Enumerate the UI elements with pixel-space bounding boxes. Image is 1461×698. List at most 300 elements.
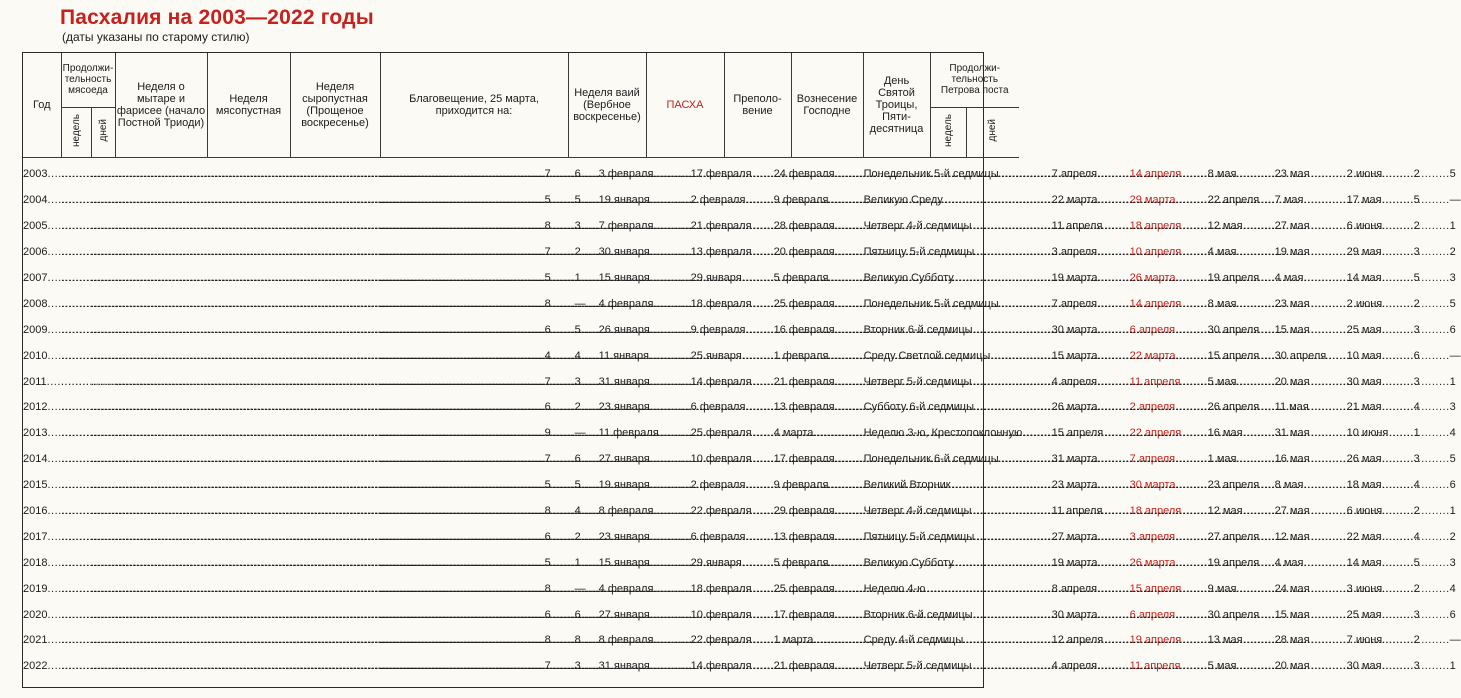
cell-palm: ..... 3 апреля	[568, 239, 646, 265]
cell-peter-weeks: ..... 3	[930, 602, 966, 628]
cell-peter-days: ..... 5	[966, 446, 1019, 472]
cell-year: 2011 .....	[23, 369, 61, 395]
cell-year: 2022 .....	[23, 653, 61, 679]
cell-meatfare: ..... 22 февраля	[207, 628, 290, 654]
cell-publican: ..... 27 января	[115, 446, 207, 472]
cell-publican: ..... 19 января	[115, 187, 207, 213]
cell-annunciation: ..... Четверг 4-й седмицы	[380, 213, 568, 239]
cell-meatfare: ..... 6 февраля	[207, 524, 290, 550]
cell-pascha: ..... 3 апреля	[646, 524, 724, 550]
cell-cheesefare: ..... 16 февраля	[290, 317, 380, 343]
cell-meat-days: ..... —	[91, 420, 115, 446]
table-row	[23, 524, 1019, 550]
cell-year: 2013 .....	[23, 420, 61, 446]
cell-peter-days: ..... 1	[966, 369, 1019, 395]
cell-meatfare: ..... 18 февраля	[207, 576, 290, 602]
cell-trinity: ..... 22 мая	[863, 524, 930, 550]
cell-meatfare: ..... 2 февраля	[207, 472, 290, 498]
cell-meat-days: ..... 2	[91, 395, 115, 421]
cell-publican: ..... 31 января	[115, 653, 207, 679]
table-row	[23, 291, 1019, 317]
table-row	[23, 343, 1019, 369]
cell-pascha: ..... 11 апреля	[646, 369, 724, 395]
cell-midfeast: ..... 30 апреля	[724, 317, 791, 343]
cell-ascension: ..... 31 мая	[791, 420, 863, 446]
cell-publican: ..... 7 февраля	[115, 213, 207, 239]
cell-trinity: ..... 25 мая	[863, 317, 930, 343]
cell-trinity: ..... 2 июня	[863, 291, 930, 317]
cell-meat-weeks: ..... 6	[61, 602, 91, 628]
cell-pascha: ..... 29 марта	[646, 187, 724, 213]
cell-palm: ..... 31 марта	[568, 446, 646, 472]
cell-meatfare: ..... 21 февраля	[207, 213, 290, 239]
cell-year: 2021 .....	[23, 628, 61, 654]
cell-annunciation: ..... Неделю 3-ю, Крестопоклонную	[380, 420, 568, 446]
cell-cheesefare: ..... 28 февраля	[290, 213, 380, 239]
cell-meat-weeks: ..... 5	[61, 187, 91, 213]
cell-midfeast: ..... 12 мая	[724, 213, 791, 239]
table-row	[23, 317, 1019, 343]
cell-ascension: ..... 4 мая	[791, 265, 863, 291]
cell-trinity: ..... 2 июня	[863, 157, 930, 187]
cell-peter-days: ..... —	[966, 628, 1019, 654]
cell-pascha: ..... 26 марта	[646, 265, 724, 291]
cell-midfeast: ..... 9 мая	[724, 576, 791, 602]
table-row	[23, 602, 1019, 628]
header-weeks: недель	[61, 107, 91, 157]
cell-midfeast: ..... 5 мая	[724, 369, 791, 395]
header-pascha: ПАСХА	[646, 53, 724, 157]
cell-year: 2018 .....	[23, 550, 61, 576]
cell-pascha: ..... 26 марта	[646, 550, 724, 576]
cell-meatfare: ..... 22 февраля	[207, 498, 290, 524]
cell-meat-days: ..... —	[91, 291, 115, 317]
table-row	[23, 213, 1019, 239]
cell-meat-days: ..... 1	[91, 550, 115, 576]
cell-palm: ..... 4 апреля	[568, 653, 646, 679]
table-row	[23, 550, 1019, 576]
cell-meatfare: ..... 29 января	[207, 550, 290, 576]
cell-peter-weeks: ..... 2	[930, 213, 966, 239]
cell-year: 2015 .....	[23, 472, 61, 498]
cell-trinity: ..... 21 мая	[863, 395, 930, 421]
cell-meat-weeks: ..... 7	[61, 653, 91, 679]
cell-ascension: ..... 27 мая	[791, 213, 863, 239]
cell-palm: ..... 23 марта	[568, 472, 646, 498]
cell-trinity: ..... 18 мая	[863, 472, 930, 498]
cell-year: 2006 .....	[23, 239, 61, 265]
cell-midfeast: ..... 8 мая	[724, 291, 791, 317]
cell-meatfare: ..... 9 февраля	[207, 317, 290, 343]
cell-cheesefare: ..... 21 февраля	[290, 653, 380, 679]
cell-trinity: ..... 14 мая	[863, 265, 930, 291]
cell-pascha: ..... 22 апреля	[646, 420, 724, 446]
cell-cheesefare: ..... 9 февраля	[290, 187, 380, 213]
cell-ascension: ..... 19 мая	[791, 239, 863, 265]
cell-midfeast: ..... 12 мая	[724, 498, 791, 524]
cell-palm: ..... 19 марта	[568, 550, 646, 576]
cell-palm: ..... 30 марта	[568, 602, 646, 628]
cell-annunciation: ..... Среду Светлой седмицы	[380, 343, 568, 369]
cell-peter-days: ..... 5	[966, 291, 1019, 317]
cell-trinity: ..... 26 мая	[863, 446, 930, 472]
cell-meat-days: ..... 3	[91, 213, 115, 239]
cell-publican: ..... 4 февраля	[115, 291, 207, 317]
cell-meat-days: ..... —	[91, 576, 115, 602]
cell-publican: ..... 8 февраля	[115, 498, 207, 524]
cell-meat-weeks: ..... 7	[61, 157, 91, 187]
cell-palm: ..... 8 апреля	[568, 576, 646, 602]
paschalia-table	[22, 52, 1461, 688]
header-year: Год	[23, 53, 61, 157]
cell-meat-days: ..... 6	[91, 157, 115, 187]
cell-peter-days: ..... 4	[966, 420, 1019, 446]
cell-palm: ..... 15 марта	[568, 343, 646, 369]
cell-cheesefare: ..... 9 февраля	[290, 472, 380, 498]
cell-cheesefare: ..... 4 марта	[290, 420, 380, 446]
cell-year: 2010 .....	[23, 343, 61, 369]
cell-pascha: ..... 15 апреля	[646, 576, 724, 602]
cell-peter-days: ..... 6	[966, 602, 1019, 628]
cell-publican: ..... 30 января	[115, 239, 207, 265]
cell-publican: ..... 23 января	[115, 395, 207, 421]
table-row	[23, 369, 1019, 395]
cell-trinity: ..... 30 мая	[863, 653, 930, 679]
cell-ascension: ..... 20 мая	[791, 369, 863, 395]
cell-publican: ..... 3 февраля	[115, 157, 207, 187]
header-cheesefare-sunday: Неделя сыропустная (Прощеное воскресенье)	[290, 53, 380, 157]
cell-pascha: ..... 18 апреля	[646, 498, 724, 524]
cell-peter-days: ..... 6	[966, 472, 1019, 498]
cell-meat-days: ..... 5	[91, 187, 115, 213]
cell-ascension: ..... 20 мая	[791, 653, 863, 679]
cell-ascension: ..... 12 мая	[791, 524, 863, 550]
cell-cheesefare: ..... 13 февраля	[290, 395, 380, 421]
cell-trinity: ..... 7 июня	[863, 628, 930, 654]
cell-midfeast: ..... 27 апреля	[724, 524, 791, 550]
table-row	[23, 576, 1019, 602]
table-row	[23, 653, 1019, 679]
cell-peter-days: ..... 2	[966, 239, 1019, 265]
cell-meat-weeks: ..... 8	[61, 628, 91, 654]
cell-trinity: ..... 29 мая	[863, 239, 930, 265]
cell-midfeast: ..... 8 мая	[724, 157, 791, 187]
cell-meat-days: ..... 1	[91, 265, 115, 291]
cell-meat-days: ..... 6	[91, 446, 115, 472]
cell-cheesefare: ..... 20 февраля	[290, 239, 380, 265]
cell-meat-days: ..... 5	[91, 472, 115, 498]
cell-midfeast: ..... 1 мая	[724, 446, 791, 472]
cell-meat-weeks: ..... 6	[61, 524, 91, 550]
cell-midfeast: ..... 4 мая	[724, 239, 791, 265]
cell-year: 2019 .....	[23, 576, 61, 602]
cell-meat-weeks: ..... 6	[61, 317, 91, 343]
cell-annunciation: ..... Великую Субботу	[380, 265, 568, 291]
cell-peter-days: ..... —	[966, 343, 1019, 369]
cell-peter-days: ..... 6	[966, 317, 1019, 343]
cell-palm: ..... 11 апреля	[568, 213, 646, 239]
cell-meat-weeks: ..... 8	[61, 576, 91, 602]
cell-trinity: ..... 3 июня	[863, 576, 930, 602]
cell-peter-days: ..... 5	[966, 157, 1019, 187]
cell-trinity: ..... 25 мая	[863, 602, 930, 628]
table-row	[23, 239, 1019, 265]
cell-pascha: ..... 6 апреля	[646, 602, 724, 628]
cell-ascension: ..... 27 мая	[791, 498, 863, 524]
cell-annunciation: ..... Пятницу 5-й седмицы	[380, 524, 568, 550]
cell-meat-weeks: ..... 5	[61, 550, 91, 576]
cell-year: 2008 .....	[23, 291, 61, 317]
cell-meatfare: ..... 13 февраля	[207, 239, 290, 265]
cell-peter-weeks: ..... 3	[930, 317, 966, 343]
cell-publican: ..... 19 января	[115, 472, 207, 498]
cell-peter-days: ..... 1	[966, 653, 1019, 679]
cell-ascension: ..... 24 мая	[791, 576, 863, 602]
cell-peter-weeks: ..... 3	[930, 653, 966, 679]
cell-midfeast: ..... 22 апреля	[724, 187, 791, 213]
cell-meat-weeks: ..... 7	[61, 446, 91, 472]
cell-pascha: ..... 19 апреля	[646, 628, 724, 654]
cell-peter-weeks: ..... 3	[930, 369, 966, 395]
cell-meat-days: ..... 5	[91, 317, 115, 343]
cell-palm: ..... 22 марта	[568, 187, 646, 213]
cell-palm: ..... 7 апреля	[568, 291, 646, 317]
cell-annunciation: ..... Вторник 6-й седмицы	[380, 317, 568, 343]
header-trinity: День Святой Троицы, Пяти-десятница	[863, 53, 930, 157]
cell-publican: ..... 11 февраля	[115, 420, 207, 446]
cell-annunciation: ..... Четверг 5-й седмицы	[380, 369, 568, 395]
cell-palm: ..... 4 апреля	[568, 369, 646, 395]
cell-cheesefare: ..... 13 февраля	[290, 524, 380, 550]
cell-midfeast: ..... 15 апреля	[724, 343, 791, 369]
header-palm-sunday: Неделя ваий (Вербное воскресенье)	[568, 53, 646, 157]
header-midfeast: Преполо-вение	[724, 53, 791, 157]
cell-peter-weeks: ..... 5	[930, 550, 966, 576]
cell-annunciation: ..... Пятницу 5-й седмицы	[380, 239, 568, 265]
table-row	[23, 446, 1019, 472]
table-row	[23, 265, 1019, 291]
cell-meat-weeks: ..... 4	[61, 343, 91, 369]
cell-peter-weeks: ..... 6	[930, 343, 966, 369]
cell-palm: ..... 12 апреля	[568, 628, 646, 654]
cell-palm: ..... 7 апреля	[568, 157, 646, 187]
cell-peter-weeks: ..... 4	[930, 472, 966, 498]
cell-pascha: ..... 10 апреля	[646, 239, 724, 265]
cell-meat-days: ..... 6	[91, 602, 115, 628]
cell-midfeast: ..... 30 апреля	[724, 602, 791, 628]
cell-palm: ..... 15 апреля	[568, 420, 646, 446]
cell-publican: ..... 15 января	[115, 265, 207, 291]
cell-peter-weeks: ..... 2	[930, 498, 966, 524]
cell-meatfare: ..... 2 февраля	[207, 187, 290, 213]
header-meatfare-sunday: Неделя мясопустная	[207, 53, 290, 157]
cell-meatfare: ..... 14 февраля	[207, 369, 290, 395]
cell-palm: ..... 30 марта	[568, 317, 646, 343]
cell-midfeast: ..... 23 апреля	[724, 472, 791, 498]
cell-year: 2009 .....	[23, 317, 61, 343]
cell-annunciation: ..... Четверг 4-й седмицы	[380, 498, 568, 524]
cell-annunciation: ..... Вторник 6-й седмицы	[380, 602, 568, 628]
cell-meatfare: ..... 6 февраля	[207, 395, 290, 421]
cell-peter-weeks: ..... 3	[930, 446, 966, 472]
cell-pascha: ..... 7 апреля	[646, 446, 724, 472]
cell-midfeast: ..... 19 апреля	[724, 265, 791, 291]
cell-palm: ..... 11 апреля	[568, 498, 646, 524]
cell-year: 2003 .....	[23, 157, 61, 187]
cell-cheesefare: ..... 29 февраля	[290, 498, 380, 524]
cell-ascension: ..... 4 мая	[791, 550, 863, 576]
table-row	[23, 472, 1019, 498]
cell-cheesefare: ..... 21 февраля	[290, 369, 380, 395]
cell-cheesefare: ..... 25 февраля	[290, 576, 380, 602]
cell-meat-days: ..... 4	[91, 343, 115, 369]
cell-ascension: ..... 8 мая	[791, 472, 863, 498]
cell-meat-days: ..... 8	[91, 628, 115, 654]
table-row	[23, 187, 1019, 213]
cell-ascension: ..... 11 мая	[791, 395, 863, 421]
cell-pascha: ..... 11 апреля	[646, 653, 724, 679]
cell-annunciation: ..... Понедельник 6-й седмицы	[380, 446, 568, 472]
cell-annunciation: ..... Среду 4-й седмицы	[380, 628, 568, 654]
page-title: Пасхалия на 2003—2022 годы	[60, 6, 374, 29]
cell-trinity: ..... 14 мая	[863, 550, 930, 576]
cell-annunciation: ..... Понедельник 5-й седмицы	[380, 157, 568, 187]
cell-cheesefare: ..... 25 февраля	[290, 291, 380, 317]
cell-palm: ..... 26 марта	[568, 395, 646, 421]
cell-annunciation: ..... Великую Среду	[380, 187, 568, 213]
cell-peter-weeks: ..... 2	[930, 628, 966, 654]
cell-trinity: ..... 6 июня	[863, 498, 930, 524]
cell-year: 2012 .....	[23, 395, 61, 421]
cell-trinity: ..... 10 июня	[863, 420, 930, 446]
table-row	[23, 420, 1019, 446]
cell-meat-days: ..... 3	[91, 653, 115, 679]
cell-ascension: ..... 15 мая	[791, 317, 863, 343]
cell-meat-weeks: ..... 5	[61, 265, 91, 291]
cell-peter-weeks: ..... 2	[930, 291, 966, 317]
cell-peter-days: ..... 1	[966, 213, 1019, 239]
cell-pascha: ..... 2 апреля	[646, 395, 724, 421]
cell-cheesefare: ..... 17 февраля	[290, 446, 380, 472]
table-row	[23, 498, 1019, 524]
header-peter-days: дней	[966, 107, 1019, 157]
cell-midfeast: ..... 16 мая	[724, 420, 791, 446]
cell-pascha: ..... 18 апреля	[646, 213, 724, 239]
cell-publican: ..... 23 января	[115, 524, 207, 550]
cell-publican: ..... 11 января	[115, 343, 207, 369]
table-row	[23, 395, 1019, 421]
table-row	[23, 628, 1019, 654]
cell-annunciation: ..... Великий Вторник	[380, 472, 568, 498]
cell-ascension: ..... 23 мая	[791, 157, 863, 187]
cell-ascension: ..... 7 мая	[791, 187, 863, 213]
header-peter-fast-duration: Продолжи-тельность Петрова поста	[930, 53, 1019, 107]
cell-meatfare: ..... 25 февраля	[207, 420, 290, 446]
cell-midfeast: ..... 5 мая	[724, 653, 791, 679]
cell-peter-days: ..... 1	[966, 498, 1019, 524]
cell-meatfare: ..... 10 февраля	[207, 446, 290, 472]
cell-pascha: ..... 14 апреля	[646, 291, 724, 317]
cell-year: 2007 .....	[23, 265, 61, 291]
cell-annunciation: ..... Субботу 6-й седмицы	[380, 395, 568, 421]
cell-meatfare: ..... 29 января	[207, 265, 290, 291]
cell-palm: ..... 19 марта	[568, 265, 646, 291]
header-meat-fare-duration: Продолжи-тельность мясоеда	[61, 53, 115, 107]
cell-peter-weeks: ..... 3	[930, 239, 966, 265]
cell-meatfare: ..... 18 февраля	[207, 291, 290, 317]
table-row	[23, 157, 1019, 187]
header-ascension: Вознесение Господне	[791, 53, 863, 157]
cell-meat-weeks: ..... 8	[61, 291, 91, 317]
cell-publican: ..... 26 января	[115, 317, 207, 343]
cell-trinity: ..... 6 июня	[863, 213, 930, 239]
cell-annunciation: ..... Четверг 5-й седмицы	[380, 653, 568, 679]
cell-cheesefare: ..... 5 февраля	[290, 265, 380, 291]
cell-cheesefare: ..... 5 февраля	[290, 550, 380, 576]
cell-annunciation: ..... Понедельник 5-й седмицы	[380, 291, 568, 317]
cell-ascension: ..... 23 мая	[791, 291, 863, 317]
cell-year: 2004 .....	[23, 187, 61, 213]
cell-trinity: ..... 17 мая	[863, 187, 930, 213]
cell-pascha: ..... 30 марта	[646, 472, 724, 498]
cell-meat-days: ..... 2	[91, 524, 115, 550]
cell-meat-days: ..... 3	[91, 369, 115, 395]
cell-meatfare: ..... 14 февраля	[207, 653, 290, 679]
cell-midfeast: ..... 13 мая	[724, 628, 791, 654]
page-subtitle: (даты указаны по старому стилю)	[62, 30, 250, 44]
cell-publican: ..... 8 февраля	[115, 628, 207, 654]
cell-cheesefare: ..... 24 февраля	[290, 157, 380, 187]
cell-ascension: ..... 16 мая	[791, 446, 863, 472]
cell-peter-days: ..... 3	[966, 550, 1019, 576]
cell-publican: ..... 27 января	[115, 602, 207, 628]
cell-peter-weeks: ..... 5	[930, 187, 966, 213]
cell-year: 2020 .....	[23, 602, 61, 628]
cell-meatfare: ..... 25 января	[207, 343, 290, 369]
cell-meat-weeks: ..... 7	[61, 369, 91, 395]
cell-meat-weeks: ..... 8	[61, 213, 91, 239]
cell-meat-days: ..... 4	[91, 498, 115, 524]
cell-meat-days: ..... 2	[91, 239, 115, 265]
cell-cheesefare: ..... 17 февраля	[290, 602, 380, 628]
cell-pascha: ..... 14 апреля	[646, 157, 724, 187]
cell-meat-weeks: ..... 7	[61, 239, 91, 265]
cell-peter-days: ..... 3	[966, 265, 1019, 291]
cell-publican: ..... 4 февраля	[115, 576, 207, 602]
cell-annunciation: ..... Неделю 4-ю	[380, 576, 568, 602]
cell-peter-days: ..... 3	[966, 395, 1019, 421]
cell-midfeast: ..... 26 апреля	[724, 395, 791, 421]
cell-trinity: ..... 10 мая	[863, 343, 930, 369]
cell-year: 2014 .....	[23, 446, 61, 472]
cell-meat-weeks: ..... 5	[61, 472, 91, 498]
header-peter-weeks: недель	[930, 107, 966, 157]
cell-year: 2005 .....	[23, 213, 61, 239]
cell-pascha: ..... 6 апреля	[646, 317, 724, 343]
cell-year: 2016 .....	[23, 498, 61, 524]
cell-peter-weeks: ..... 2	[930, 157, 966, 187]
cell-cheesefare: ..... 1 февраля	[290, 343, 380, 369]
cell-peter-days: ..... 2	[966, 524, 1019, 550]
cell-midfeast: ..... 19 апреля	[724, 550, 791, 576]
cell-trinity: ..... 30 мая	[863, 369, 930, 395]
cell-palm: ..... 27 марта	[568, 524, 646, 550]
header-annunciation: Благовещение, 25 марта, приходится на:	[380, 53, 568, 157]
cell-meat-weeks: ..... 6	[61, 395, 91, 421]
cell-peter-weeks: ..... 1	[930, 420, 966, 446]
cell-pascha: ..... 22 марта	[646, 343, 724, 369]
cell-peter-days: ..... —	[966, 187, 1019, 213]
